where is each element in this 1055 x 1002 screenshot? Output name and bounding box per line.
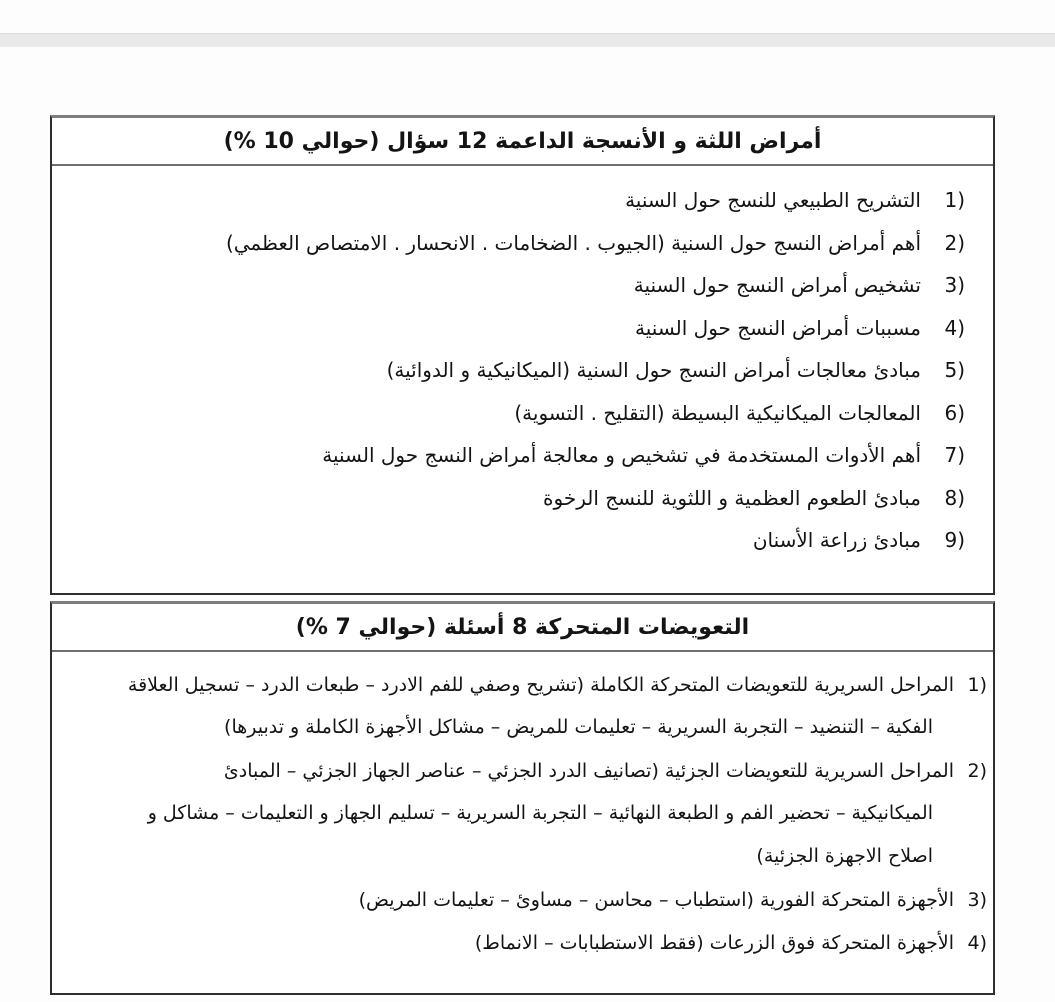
item-text: الأجهزة المتحركة الفورية (استطباب – محاسن – مساوئ – تعليمات المريض)	[358, 888, 954, 911]
item-line	[52, 749, 993, 792]
item-number: 1)	[967, 673, 987, 696]
list-item	[52, 878, 993, 921]
section-title: أمراض اللثة و الأنسجة الداعمة 12 سؤال (حوالي 10 %)	[223, 128, 822, 154]
list-item	[52, 307, 993, 350]
section-header	[52, 118, 993, 166]
item-number: 3)	[967, 888, 987, 911]
item-text: مبادئ الطعوم العظمية و اللثوية للنسج الرخوة	[543, 485, 921, 510]
item-text: التشريح الطبيعي للنسج حول السنية	[625, 188, 921, 213]
list-item	[52, 477, 993, 520]
item-line	[52, 878, 993, 921]
section-header	[52, 604, 993, 652]
list-item	[52, 179, 993, 222]
item-number: 4)	[944, 315, 965, 340]
item-text: مبادئ معالجات أمراض النسج حول السنية (الميكانيكية و الدوائية)	[386, 358, 921, 383]
item-number: 2)	[967, 759, 987, 782]
list-item	[52, 434, 993, 477]
item-number: 2)	[944, 230, 965, 255]
item-line-continuation: اصلاح الاجهزة الجزئية)	[756, 845, 933, 867]
section-body	[52, 652, 993, 964]
item-number: 7)	[944, 443, 965, 468]
item-text: أهم الأدوات المستخدمة في تشخيص و معالجة أمراض النسج حول السنية	[322, 443, 921, 468]
item-text: أهم أمراض النسج حول السنية (الجيوب . الضخامات . الانحسار . الامتصاص العظمي)	[225, 230, 921, 255]
list-item	[52, 749, 993, 878]
item-line	[52, 663, 993, 706]
section-body	[52, 166, 993, 562]
item-text: المعالجات الميكانيكية البسيطة (التقليح . التسوية)	[514, 400, 921, 425]
item-text: مبادئ زراعة الأسنان	[752, 528, 921, 553]
item-number: 1)	[944, 188, 965, 213]
section-title: التعويضات المتحركة 8 أسئلة (حوالي 7 %)	[295, 614, 750, 640]
item-number: 5)	[944, 358, 965, 383]
list-item	[52, 392, 993, 435]
item-number: 4)	[967, 931, 987, 954]
item-number: 8)	[944, 485, 965, 510]
item-number: 6)	[944, 400, 965, 425]
item-text: مسببات أمراض النسج حول السنية	[635, 315, 921, 340]
item-text: الأجهزة المتحركة فوق الزرعات (فقط الاستطبابات – الانماط)	[474, 931, 954, 954]
list-item	[52, 264, 993, 307]
item-number: 3)	[944, 273, 965, 298]
list-item	[52, 519, 993, 562]
section-removable-prosthodontics-table	[50, 601, 995, 995]
horizontal-scrollbar-track	[0, 33, 1055, 47]
document-content	[50, 115, 995, 995]
list-item	[52, 222, 993, 265]
item-number: 9)	[944, 528, 965, 553]
item-line-continuation: الفكية – التنضيد – التجربة السريرية – تعليمات للمريض – مشاكل الأجهزة الكاملة و تدبيرها)	[224, 716, 933, 738]
section-periodontal-table	[50, 115, 995, 595]
item-line-continuation: الميكانيكية – تحضير الفم و الطبعة النهائية – التجربة السريرية – تسليم الجهاز و التعليمات – مشاكل و	[147, 802, 933, 824]
list-item	[52, 663, 993, 749]
item-line	[52, 921, 993, 964]
list-item	[52, 349, 993, 392]
item-text: تشخيص أمراض النسج حول السنية	[633, 273, 921, 298]
list-item	[52, 921, 993, 964]
item-text: المراحل السريرية للتعويضات الجزئية (تصانيف الدرد الجزئي – عناصر الجهاز الجزئي – المبادئ	[223, 759, 954, 782]
item-text: المراحل السريرية للتعويضات المتحركة الكاملة (تشريح وصفي للفم الادرد – طبعات الدرد – تسجيل العلاقة	[127, 673, 954, 696]
